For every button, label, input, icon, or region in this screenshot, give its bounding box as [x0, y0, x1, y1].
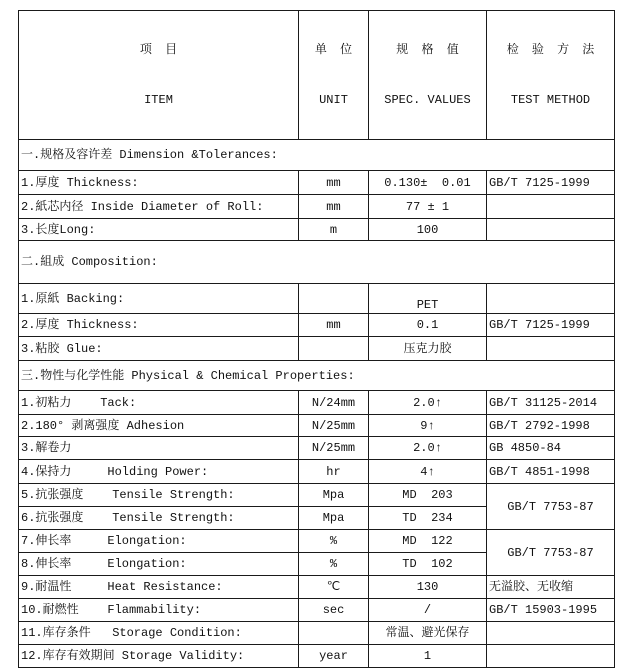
test-method: GB/T 4851-1998: [487, 460, 615, 484]
test-method: GB/T 15903-1995: [487, 599, 615, 622]
table-row: [19, 576, 615, 599]
item-label: 10.耐燃性 Flammability:: [19, 599, 299, 622]
spec-value: /: [369, 599, 487, 622]
table-row: [19, 391, 615, 415]
test-method: GB/T 7125-1999: [487, 314, 615, 337]
item-label: 3.长度Long:: [19, 219, 299, 241]
header-unit-cn: 单 位: [314, 43, 353, 57]
unit-value: N/24mm: [299, 391, 369, 415]
header-item-en: ITEM: [144, 93, 173, 107]
table-row: [19, 337, 615, 361]
item-label: 1.厚度 Thickness:: [19, 171, 299, 195]
section-title: 二.組成 Composition:: [19, 241, 615, 284]
header-spec: [369, 11, 487, 140]
table-row: [19, 171, 615, 195]
header-method-en: TEST METHOD: [510, 93, 591, 107]
table-row: [19, 219, 615, 241]
table-row: [19, 437, 615, 460]
header-method-cn: 检 验 方 法: [506, 43, 595, 57]
header-unit-en: UNIT: [319, 93, 348, 107]
test-method: GB 4850-84: [487, 437, 615, 460]
header-unit: [299, 11, 369, 140]
item-label: 2.180° 剥离强度 Adhesion: [19, 415, 299, 437]
header-method: [487, 11, 615, 140]
table-row: [19, 530, 615, 553]
spec-value: 130: [369, 576, 487, 599]
table-header-row: [19, 11, 615, 140]
unit-value: mm: [299, 195, 369, 219]
spec-value: 77 ± 1: [369, 195, 487, 219]
spec-value: 100: [369, 219, 487, 241]
spec-value: 2.0↑: [369, 391, 487, 415]
item-label: 7.伸长率 Elongation:: [19, 530, 299, 553]
item-label: 2.厚度 Thickness:: [19, 314, 299, 337]
unit-value: [299, 284, 369, 314]
test-method-merged: GB/T 7753-87: [487, 530, 615, 576]
table-row: [19, 314, 615, 337]
spec-value: 9↑: [369, 415, 487, 437]
item-label: 8.伸长率 Elongation:: [19, 553, 299, 576]
section-row-composition: [19, 241, 615, 284]
table-row: [19, 460, 615, 484]
table-row: [19, 622, 615, 645]
table-row: [19, 484, 615, 507]
table-row: [19, 415, 615, 437]
section-title: 三.物性与化学性能 Physical & Chemical Properties:: [19, 361, 615, 391]
unit-value: %: [299, 553, 369, 576]
spec-value: 常温、避光保存: [369, 622, 487, 645]
table-row: [19, 195, 615, 219]
header-spec-cn: 规 格 值: [396, 43, 459, 57]
section-row-properties: [19, 361, 615, 391]
test-method: [487, 622, 615, 645]
spec-value: 0.1: [369, 314, 487, 337]
header-item: [19, 11, 299, 140]
test-method: [487, 284, 615, 314]
header-spec-en: SPEC. VALUES: [384, 93, 471, 107]
unit-value: sec: [299, 599, 369, 622]
test-method: [487, 219, 615, 241]
section-title: 一.规格及容许差 Dimension &Tolerances:: [19, 140, 615, 171]
item-label: 9.耐温性 Heat Resistance:: [19, 576, 299, 599]
unit-value: N/25mm: [299, 415, 369, 437]
test-method: 无溢胶、无收缩: [487, 576, 615, 599]
spec-value: 0.130± 0.01: [369, 171, 487, 195]
unit-value: hr: [299, 460, 369, 484]
spec-value: 1: [369, 645, 487, 668]
test-method: GB/T 2792-1998: [487, 415, 615, 437]
spec-value: MD 203: [369, 484, 487, 507]
unit-value: mm: [299, 171, 369, 195]
item-label: 12.库存有效期间 Storage Validity:: [19, 645, 299, 668]
spec-value: 压克力胶: [369, 337, 487, 361]
unit-value: %: [299, 530, 369, 553]
unit-value: ℃: [299, 576, 369, 599]
item-label: 11.库存条件 Storage Condition:: [19, 622, 299, 645]
test-method: GB/T 31125-2014: [487, 391, 615, 415]
test-method: GB/T 7125-1999: [487, 171, 615, 195]
spec-value: TD 234: [369, 507, 487, 530]
item-label: 1.初粘力 Tack:: [19, 391, 299, 415]
unit-value: Mpa: [299, 484, 369, 507]
item-label: 3.解卷力: [19, 437, 299, 460]
unit-value: Mpa: [299, 507, 369, 530]
specification-table: [18, 10, 615, 668]
item-label: 3.粘胶 Glue:: [19, 337, 299, 361]
item-label: 6.抗张强度 Tensile Strength:: [19, 507, 299, 530]
test-method: [487, 195, 615, 219]
table-row: [19, 284, 615, 314]
spec-value: PET: [369, 284, 487, 314]
test-method: [487, 337, 615, 361]
spec-value: MD 122: [369, 530, 487, 553]
table-row: [19, 599, 615, 622]
test-method-merged: GB/T 7753-87: [487, 484, 615, 530]
unit-value: [299, 622, 369, 645]
item-label: 5.抗张强度 Tensile Strength:: [19, 484, 299, 507]
item-label: 2.紙芯内径 Inside Diameter of Roll:: [19, 195, 299, 219]
header-item-cn: 项 目: [139, 43, 178, 57]
unit-value: mm: [299, 314, 369, 337]
table-row: [19, 645, 615, 668]
spec-value: 2.0↑: [369, 437, 487, 460]
spec-value: 4↑: [369, 460, 487, 484]
section-row-dimension: [19, 140, 615, 171]
test-method: [487, 645, 615, 668]
item-label: 4.保持力 Holding Power:: [19, 460, 299, 484]
unit-value: m: [299, 219, 369, 241]
unit-value: N/25mm: [299, 437, 369, 460]
item-label: 1.原紙 Backing:: [19, 284, 299, 314]
unit-value: year: [299, 645, 369, 668]
spec-value: TD 102: [369, 553, 487, 576]
unit-value: [299, 337, 369, 361]
